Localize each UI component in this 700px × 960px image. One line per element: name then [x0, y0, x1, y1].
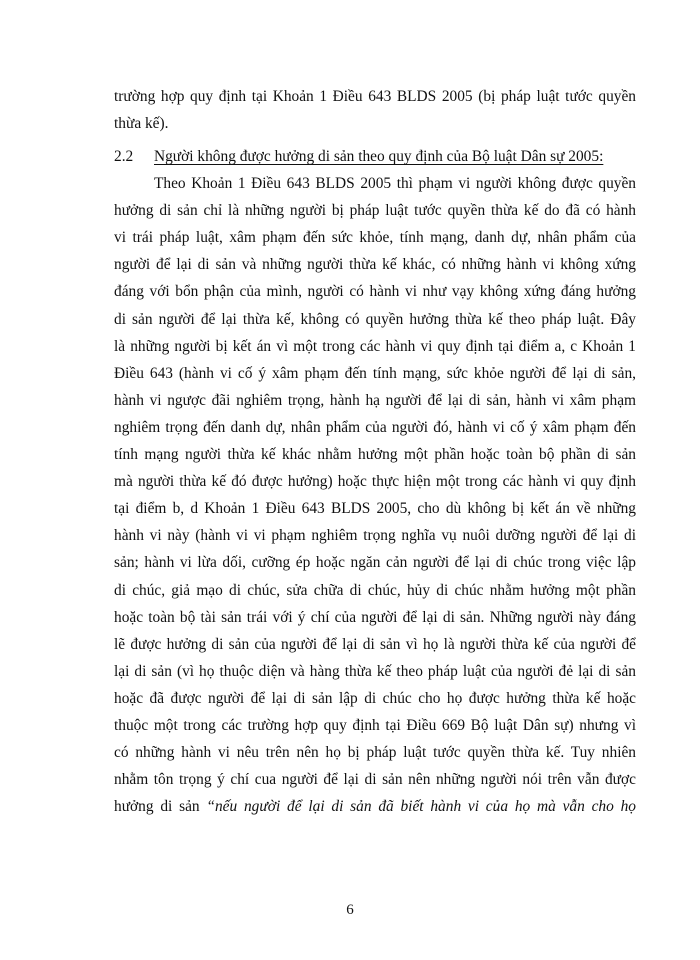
paragraph-line: người để lại di sản và những người thừa kế khác, có những hành vi không xứng	[114, 256, 636, 274]
paragraph-line: hành vi ngược đãi nghiêm trọng, hành hạ người để lại di sản, hành vi xâm phạm	[114, 391, 636, 409]
paragraph-last-visible-line	[114, 796, 636, 818]
paragraph-line: thuộc một trong các trường hợp quy định tại Điều 669 Bộ luật Dân sự) nhưng vì	[114, 717, 636, 734]
paragraph-line: hưởng di sản chỉ là những người bị pháp luật tước quyền thừa kế do đã có hành	[114, 202, 636, 220]
paragraph-line: đáng với bổn phận của mình, người có hành vi như vạy không xứng đáng hưởng	[114, 283, 636, 301]
paragraph-line: di chúc, giả mạo di chúc, sửa chữa di chúc, hủy di chúc nhằm hưởng một phần	[114, 581, 636, 599]
page-number: 6	[346, 902, 354, 918]
paragraph-line: hoặc toàn bộ tài sản trái với ý chí của người để lại di sản. Những người này đáng	[114, 608, 636, 626]
paragraph-line: Điều 643 (hành vi cố ý xâm phạm đến tính mạng, sức khỏe người để lại di sản,	[114, 364, 636, 382]
paragraph-line: lẽ được hưởng di sản của người để lại di sản vì họ là người thừa kế của người để	[114, 635, 636, 653]
section-number: 2.2	[114, 148, 134, 165]
intro-line-2: thừa kế).	[114, 115, 169, 132]
paragraph-line: hành vi này (hành vi vi phạm nghiêm trọng nghĩa vụ nuôi dưỡng người để lại di	[114, 527, 636, 545]
paragraph-line: có những hành vi nêu trên nên họ bị pháp luật tước quyền thừa kế. Tuy nhiên	[114, 744, 636, 762]
paragraph-line: hoặc đã được người để lại di sản lập di chúc cho họ được hưởng thừa kế hoặc	[114, 689, 636, 707]
intro-line-1: trường hợp quy định tại Khoản 1 Điều 643 BLDS 2005 (bị pháp luật tước quyền	[114, 88, 636, 105]
paragraph-line: là những người bị kết án vì một trong các hành vi quy định tại điểm a, c Khoản 1	[114, 337, 636, 355]
paragraph-line: nhằm tôn trọng ý chí cua người để lại di sản nên những người nói trên vẫn được	[114, 771, 636, 789]
paragraph-line: Theo Khoản 1 Điều 643 BLDS 2005 thì phạm vi người không được quyền	[154, 175, 636, 192]
paragraph-line: nghiêm trọng đến danh dự, nhân phẩm của người đó, hành vi cố ý xâm phạm đến	[114, 418, 636, 436]
paragraph-line: tính mạng người thừa kế khác nhằm hưởng một phần hoặc toàn bộ phần di sản	[114, 446, 636, 463]
last-line-text: hưởng di sản	[114, 798, 207, 816]
quoted-text: “nếu người để lại di sản đã biết hành vi của họ mà vẫn cho họ	[206, 798, 636, 816]
paragraph-line: lại di sản (vì họ thuộc diện và hàng thừa kế theo pháp luật của người đẻ lại di sản	[114, 662, 636, 680]
paragraph-line: vi trái pháp luật, xâm phạm đến sức khỏe, tính mạng, danh dự, nhân phẩm của	[114, 229, 636, 247]
paragraph-line: di sản người để lại thừa kế, không có quyền hưởng thừa kế theo pháp luật. Đây	[114, 310, 636, 328]
section-heading	[114, 146, 603, 168]
paragraph-line: sản; hành vi lừa dối, cưỡng ép hoặc ngăn cản người để lại di chúc trong việc lập	[114, 554, 636, 572]
section-title: Người không được hưởng di sản theo quy định của Bộ luật Dân sự 2005:	[154, 148, 604, 165]
paragraph-line: tại điểm b, d Khoản 1 Điều 643 BLDS 2005, cho dù không bị kết án về những	[114, 500, 636, 518]
paragraph-line: mà người thừa kế đó được hưởng) hoặc thực hiện một trong các hành vi quy định	[114, 473, 636, 491]
